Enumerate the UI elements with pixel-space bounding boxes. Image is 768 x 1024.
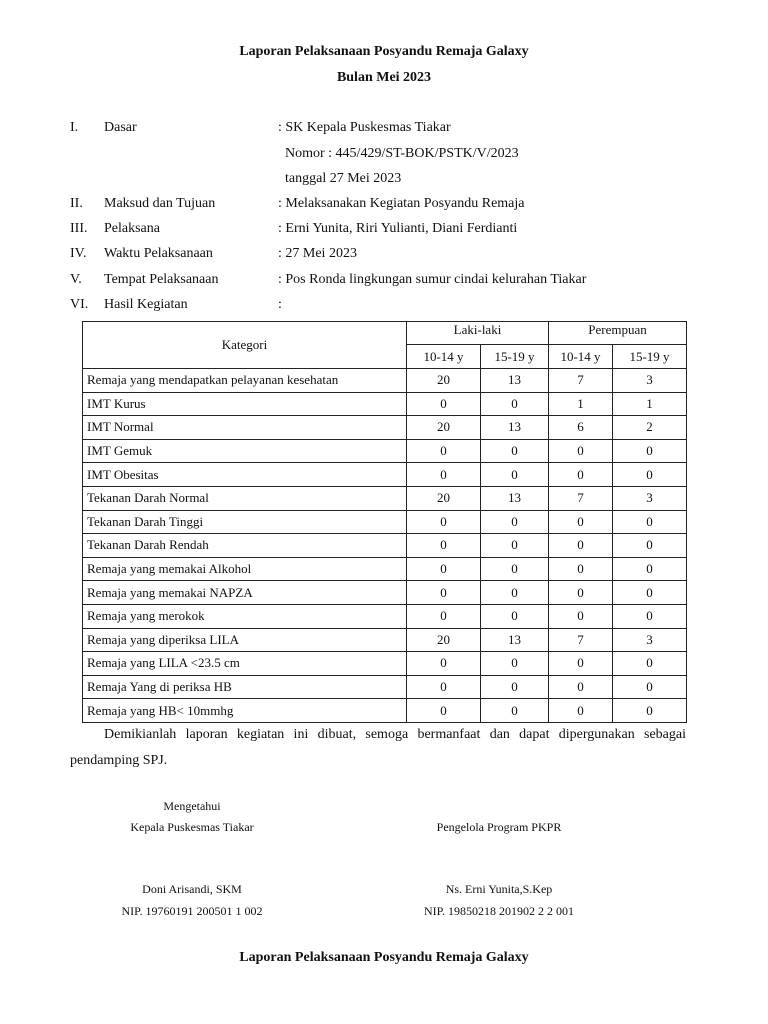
male-group-header: Laki-laki [407,322,549,345]
section-number: III. [70,221,88,236]
row-value: 0 [613,652,687,676]
section-number: IV. [70,246,87,261]
row-value: 0 [481,510,549,534]
row-label: Remaja yang mendapatkan pelayanan kesehatan [83,369,407,393]
kategori-header: Kategori [83,322,407,369]
age-header: 10-14 y [549,345,613,369]
row-label: Tekanan Darah Rendah [83,534,407,558]
row-value: 0 [407,581,481,605]
row-value: 0 [613,439,687,463]
section-value: tanggal 27 Mei 2023 [278,171,402,186]
section-value: Nomor : 445/429/ST-BOK/PSTK/V/2023 [278,146,519,161]
section-label: Maksud dan Tujuan [104,196,216,211]
row-label: IMT Gemuk [83,439,407,463]
row-value: 0 [549,510,613,534]
row-label: Remaja yang memakai NAPZA [83,581,407,605]
row-value: 0 [549,439,613,463]
row-value: 0 [407,510,481,534]
table-row [83,604,687,628]
row-value: 2 [613,416,687,440]
row-value: 13 [481,416,549,440]
row-value: 0 [549,463,613,487]
row-value: 7 [549,628,613,652]
section-number: V. [70,272,82,287]
row-value: 0 [613,463,687,487]
section-label: Tempat Pelaksanaan [104,272,219,287]
footer-title: Laporan Pelaksanaan Posyandu Remaja Galaxy [239,950,529,965]
row-label: Remaja yang memakai Alkohol [83,557,407,581]
row-value: 1 [549,392,613,416]
section-label: Hasil Kegiatan [104,297,188,312]
row-value: 0 [481,675,549,699]
row-value: 0 [407,652,481,676]
row-value: 0 [481,392,549,416]
row-value: 0 [549,699,613,723]
row-value: 0 [613,534,687,558]
female-group-header: Perempuan [549,322,687,345]
row-value: 0 [407,675,481,699]
row-value: 1 [613,392,687,416]
row-value: 0 [481,699,549,723]
table-row [83,392,687,416]
age-header: 15-19 y [613,345,687,369]
table-row [83,699,687,723]
row-value: 6 [549,416,613,440]
row-value: 13 [481,486,549,510]
row-value: 0 [407,439,481,463]
row-value: 7 [549,369,613,393]
row-value: 0 [407,604,481,628]
row-value: 0 [481,463,549,487]
row-value: 0 [613,699,687,723]
section-value: : Pos Ronda lingkungan sumur cindai kelurahan Tiakar [278,272,587,287]
row-value: 20 [407,369,481,393]
report-title: Laporan Pelaksanaan Posyandu Remaja Galaxy [239,44,529,59]
row-label: Remaja Yang di periksa HB [83,675,407,699]
table-row [83,463,687,487]
row-value: 0 [613,604,687,628]
row-value: 0 [481,534,549,558]
row-value: 0 [613,581,687,605]
row-value: 3 [613,369,687,393]
row-label: IMT Kurus [83,392,407,416]
table-row [83,416,687,440]
row-value: 7 [549,486,613,510]
age-header: 15-19 y [481,345,549,369]
row-label: Tekanan Darah Normal [83,486,407,510]
row-value: 0 [549,534,613,558]
section-number: VI. [70,297,89,312]
row-value: 20 [407,628,481,652]
row-value: 3 [613,486,687,510]
row-label: Remaja yang LILA <23.5 cm [83,652,407,676]
row-value: 0 [613,675,687,699]
row-value: 0 [549,604,613,628]
row-value: 0 [407,534,481,558]
signature-right-role: Pengelola Program PKPR [436,820,562,834]
row-value: 0 [481,652,549,676]
closing-paragraph: Demikianlah laporan kegiatan ini dibuat, semoga bermanfaat dan dapat dipergunakan sebagai pendamping SPJ. [70,727,686,768]
results-table [82,321,687,723]
table-row [83,581,687,605]
section-label: Pelaksana [104,221,160,236]
table-row [83,652,687,676]
section-label: Waktu Pelaksanaan [104,246,213,261]
table-row [83,675,687,699]
row-value: 0 [613,557,687,581]
row-value: 0 [481,557,549,581]
signature-left-nip: NIP. 19760191 200501 1 002 [121,904,263,918]
row-label: Remaja yang diperiksa LILA [83,628,407,652]
table-row [83,510,687,534]
row-value: 13 [481,628,549,652]
row-label: Remaja yang HB< 10mmhg [83,699,407,723]
signature-left-name: Doni Arisandi, SKM [142,882,242,896]
row-value: 3 [613,628,687,652]
row-label: IMT Obesitas [83,463,407,487]
table-row [83,628,687,652]
row-value: 0 [481,604,549,628]
section-value: : SK Kepala Puskesmas Tiakar [278,120,451,135]
row-label: Remaja yang merokok [83,604,407,628]
row-value: 0 [407,463,481,487]
row-value: 0 [407,699,481,723]
row-value: 0 [549,557,613,581]
section-label: Dasar [104,120,137,135]
row-label: IMT Normal [83,416,407,440]
section-value: : Melaksanakan Kegiatan Posyandu Remaja [278,196,525,211]
row-value: 0 [407,392,481,416]
table-row [83,486,687,510]
row-value: 0 [407,557,481,581]
table-row [83,439,687,463]
row-value: 0 [549,675,613,699]
section-number: I. [70,120,79,135]
section-value: : [278,297,282,312]
section-value: : Erni Yunita, Riri Yulianti, Diani Ferdianti [278,221,518,236]
row-value: 0 [481,439,549,463]
table-row [83,369,687,393]
age-header: 10-14 y [407,345,481,369]
table-row [83,557,687,581]
table-row [83,534,687,558]
row-value: 0 [549,581,613,605]
signature-left-caption: Mengetahui [163,799,221,813]
section-number: II. [70,196,83,211]
row-value: 0 [549,652,613,676]
section-value: : 27 Mei 2023 [278,246,357,261]
signature-left-role: Kepala Puskesmas Tiakar [130,820,254,834]
signature-right-name: Ns. Erni Yunita,S.Kep [445,882,553,896]
row-value: 20 [407,486,481,510]
row-value: 13 [481,369,549,393]
row-label: Tekanan Darah Tinggi [83,510,407,534]
row-value: 0 [613,510,687,534]
report-subtitle: Bulan Mei 2023 [336,70,432,85]
row-value: 20 [407,416,481,440]
signature-right-nip: NIP. 19850218 201902 2 2 001 [423,904,574,918]
row-value: 0 [481,581,549,605]
